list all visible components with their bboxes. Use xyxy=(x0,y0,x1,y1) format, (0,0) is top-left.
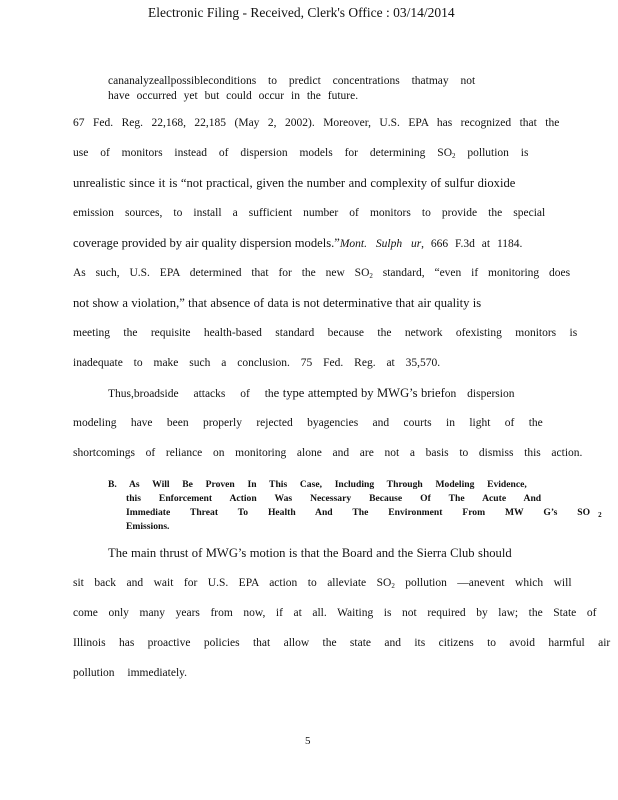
section-heading-line-2: this Enforcement Action Was Necessary Because Of The Acute And xyxy=(126,493,542,504)
para1-line-3: unrealistic since it is “not practical, given the number and complexity of sulfur dioxide xyxy=(73,176,516,190)
block-quote-line-2: have occurred yet but could occur in the future. xyxy=(108,90,359,102)
para2-line-3: shortcomings of reliance on monitoring alone and are not a basis to dismiss this action. xyxy=(73,447,583,459)
page-number: 5 xyxy=(305,735,311,747)
filing-header: Electronic Filing - Received, Clerk's Office : 03/14/2014 xyxy=(148,5,455,20)
para1-line-9: inadequate to make such a conclusion. 75 Fed. Reg. at 35,570. xyxy=(73,357,441,369)
para3-line-2: sit back and wait for U.S. EPA action to alleviate $SO_2$ pollution —anevent which will xyxy=(73,577,572,590)
para1-line-6: As such, U.S. EPA determined that for the new $SO_2$ standard, “even if monitoring does xyxy=(73,267,571,280)
para1-line-4: emission sources, to install a sufficient number of monitors to provide the special xyxy=(73,207,546,219)
para1-line-8: meeting the requisite health-based standard because the network ofexisting monitors is xyxy=(73,327,578,339)
section-heading-line-3: Immediate Threat To Health And The Environment From MW G’s SO $_2$ xyxy=(126,507,602,519)
para1-line-7: not show a violation,” that absence of data is not determinative that air quality is xyxy=(73,296,482,310)
para3-line-3: come only many years from now, if at all. Waiting is not required by law; the State of xyxy=(73,607,597,619)
para2-line-1: Thus,broadside attacks of the type attempted by MWG’s briefon dispersion xyxy=(108,386,515,400)
para3-line-1: The main thrust of MWG’s motion is that the Board and the Sierra Club should xyxy=(108,546,512,560)
para1-line-2: use of monitors instead of dispersion models for determining $SO_2$ pollution is xyxy=(73,147,529,160)
para1-line-5: coverage provided by air quality dispersion models.”Mont. Sulph ur, 666 F.3d at 1184. xyxy=(73,236,523,250)
block-quote-line-1: cananalyzeallpossibleconditions to predict concentrations thatmay not xyxy=(108,75,476,87)
section-heading-line-4: Emissions. xyxy=(126,521,170,532)
para2-line-2: modeling have been properly rejected byagencies and courts in light of the xyxy=(73,417,543,429)
section-heading-line-1: B. As Will Be Proven In This Case, Including Through Modeling Evidence, xyxy=(108,479,527,490)
para1-line-1: 67 Fed. Reg. 22,168, 22,185 (May 2, 2002). Moreover, U.S. EPA has recognized that the xyxy=(73,117,560,129)
para3-line-4: Illinois has proactive policies that allow the state and its citizens to avoid harmful air xyxy=(73,637,611,649)
para3-line-5: pollution immediately. xyxy=(73,667,188,679)
